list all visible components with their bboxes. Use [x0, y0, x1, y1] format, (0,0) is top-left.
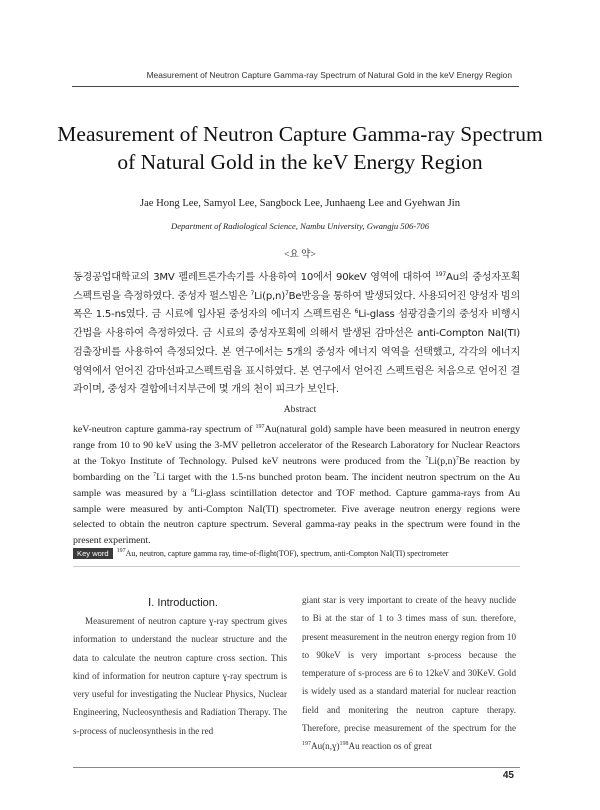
abstract-heading: Abstract: [283, 404, 317, 415]
english-abstract: keV-neutron capture gamma-ray spectrum of $^{197}$Au(natural gold) sample have been measured in neutron energy range from 10 to 90 keV using the 3-MV pelletron accelerator of the Research Laboratory for Nuclear Reactors at the Tokyo Institute of Technology. Pulsed keV neutrons were produced from the $^7Li(p,n)^7Be$ reaction by bombarding on the $^7$Li target with the 1.5-ns bunched proton beam. The incident neutron spectrum on the Au sample was measured by a $^6$Li-glass scintillation detector and TOF method. Capture gamma-rays from Au sample were measured by anti-Compton NaI(TI) spectrometer. Five average neutron energy regions were selected to obtain the neutron capture spectrum. Several gamma-ray peaks in the spectrum were found in the present experiment.: [73, 424, 520, 547]
paper-title: [40, 120, 560, 176]
footer-rule: [73, 767, 520, 768]
header-rule: [72, 86, 519, 87]
introduction-heading: Ⅰ. Introduction.: [148, 597, 218, 609]
intro-left-column: Measurement of neutron capture ɣ-ray spectrum gives information to understand the nuclear structure and the data to calculate the neutron capture cross section. This kind of information for neutron capture ɣ-ray spectrum is very useful for investigating the Nuclear Physics, Nuclear Engineering, Nucleosynthesis and Radiation Therapy. The s-process of nucleosynthesis in the red: [73, 616, 287, 736]
title-line-1: Measurement of Neutron Capture Gamma-ray Spectrum: [57, 122, 543, 146]
affiliation: Department of Radiological Science, Nambu University, Gwangju 506-706: [170, 221, 429, 231]
authors: Jae Hong Lee, Samyol Lee, Sangbock Lee, Junhaeng Lee and Gyehwan Jin: [139, 198, 461, 209]
keywords-rule: [73, 566, 520, 567]
intro-right-column: giant star is very important to create of the heavy nuclide to Bi at the star of 1 to 3 times mass of sun. therefore, present measurement in the neutron energy region from 10 to 90keV is very important s-process because the temperature of s-process are 6 to 12keV and 30KeV. Gold is widely used as a standard material for nuclear reaction field and monitering the neutron capture therapy. Therefore, precise measurement of the spectrum for the $^{197}$Au(n,ɣ)$^{198}$Au reaction os of great: [302, 595, 516, 752]
keywords: Key word $^{197}$Au, neutron, capture gamma ray, time-of-flight(TOF), spectrum, anti-Compton NaI(TI) spectrometer: [73, 549, 520, 558]
keywords-label: Key word: [73, 548, 113, 559]
title-line-2: of Natural Gold in the keV Energy Region: [117, 150, 483, 174]
page-number: 45: [502, 770, 514, 781]
running-header: Measurement of Neutron Capture Gamma-ray Spectrum of Natural Gold in the keV Energy Region: [146, 70, 512, 80]
korean-abstract-heading: <요 약>: [284, 249, 316, 260]
keywords-text: Au, neutron, capture gamma ray, time-of-flight(TOF), spectrum, anti-Compton NaI(TI) spectrometer: [125, 549, 449, 558]
korean-abstract: 동경공업대학교의 3MV 펠레트론가속기를 사용하여 10에서 90keV 영역에 대하여 $^{197}$Au의 중성자포획 스펙트럼을 측정하였다. 중성자 펄스빔은 $^7Li(p,n)^7Be$반응을 통하여 발생되었다. 사용되어진 양성자 빔의 폭은 1.5-ns였다. 금 시료에 입사된 중성자의 에너지 스펙트럼은 $^6$Li-glass 섬광검출기의 중성자 비행시간법을 사용하여 측정하였다. 금 시료의 중성자포획에 의해서 발생된 감마선은 anti-Compton NaI(TI) 검출장비를 사용하여 측정되었다. 본 연구에서는 5개의 중성자 에너지 역역을 선택했고, 각각의 에너지 영역에서 얻어진 감마선파고스펙트럼을 표시하였다. 본 연구에서 얻어진 스펙트럼은 처음으로 얻어진 결과이며, 중성자 결합에너지부근에 몇 개의 천이 피크가 보인다.: [73, 271, 521, 396]
